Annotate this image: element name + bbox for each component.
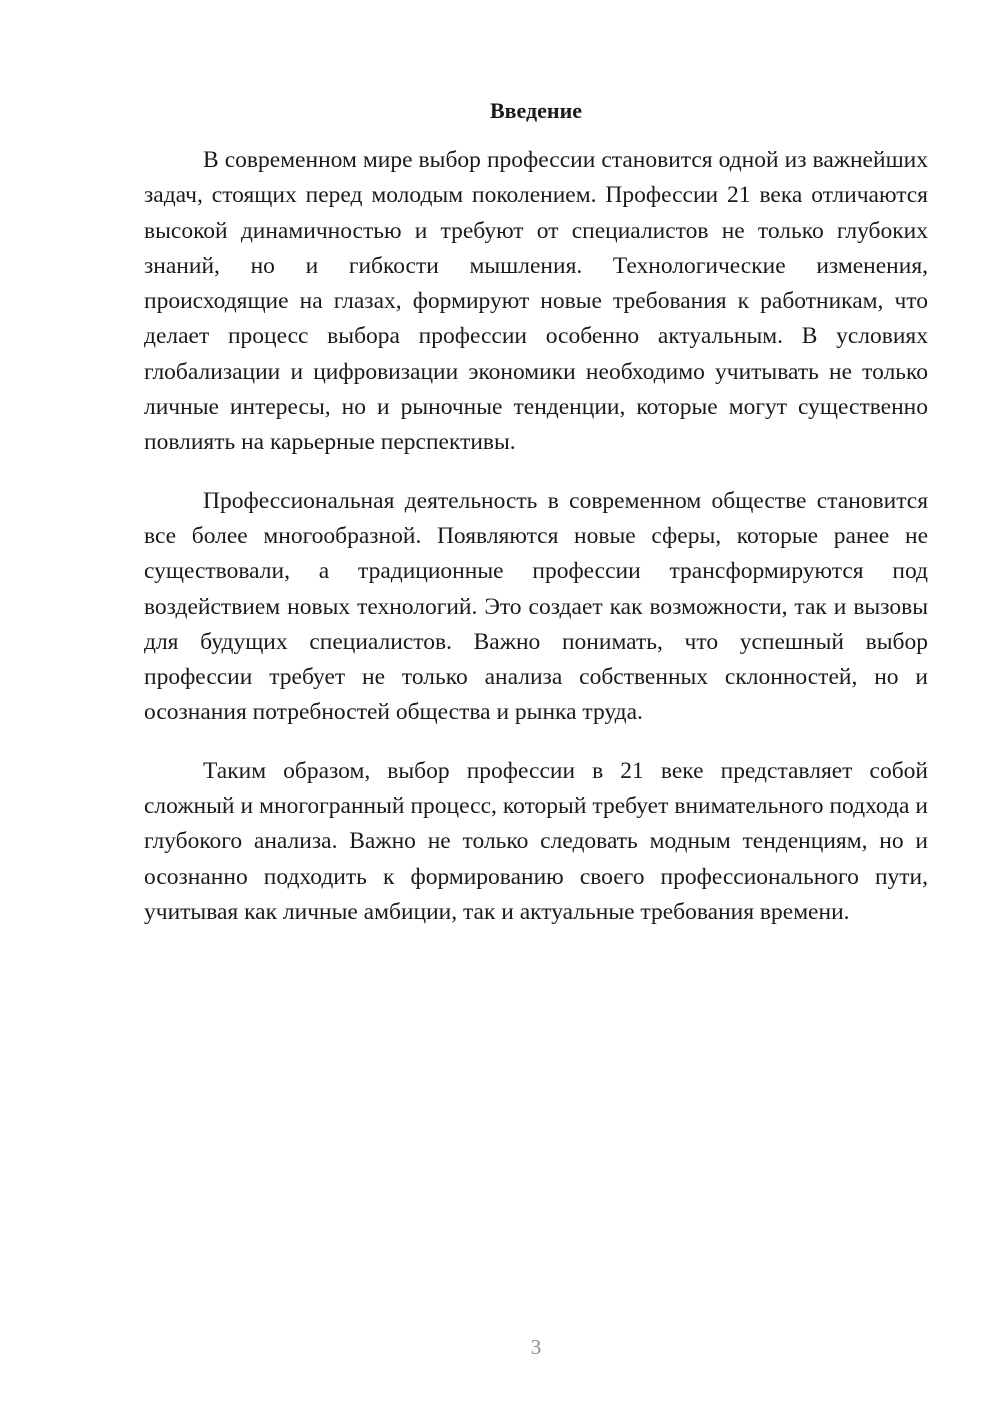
paragraph-2: Профессиональная деятельность в современном обществе становится все более многообразной. Появляются новые сферы, которые ранее не существовали, а традиционные профессии трансформируются под воздействием новых технологий. Это создает как возможности, так и вызовы для будущих специалистов. Важно понимать, что успешный выбор профессии требует не только анализа собственных склонностей, но и осознания потребностей общества и рынка труда. (144, 487, 928, 726)
body-text (144, 143, 928, 953)
page-number: 3 (530, 1335, 542, 1359)
paragraph-3: Таким образом, выбор профессии в 21 веке представляет собой сложный и многогранный процесс, который требует внимательного подхода и глубокого анализа. Важно не только следовать модным тенденциям, но и осознанно подходить к формированию своего профессионального пути, учитывая как личные амбиции, так и актуальные требования времени. (144, 757, 928, 925)
section-heading: Введение (489, 98, 583, 123)
paragraph-1: В современном мире выбор профессии становится одной из важнейших задач, стоящих перед молодым поколением. Профессии 21 века отличаются высокой динамичностью и требуют от специалистов не только глубоких знаний, но и гибкости мышления. Технологические изменения, происходящие на глазах, формируют новые требования к работникам, что делает процесс выбора профессии особенно актуальным. В условиях глобализации и цифровизации экономики необходимо учитывать не только личные интересы, но и рыночные тенденции, которые могут существенно повлиять на карьерные перспективы. (144, 147, 928, 456)
